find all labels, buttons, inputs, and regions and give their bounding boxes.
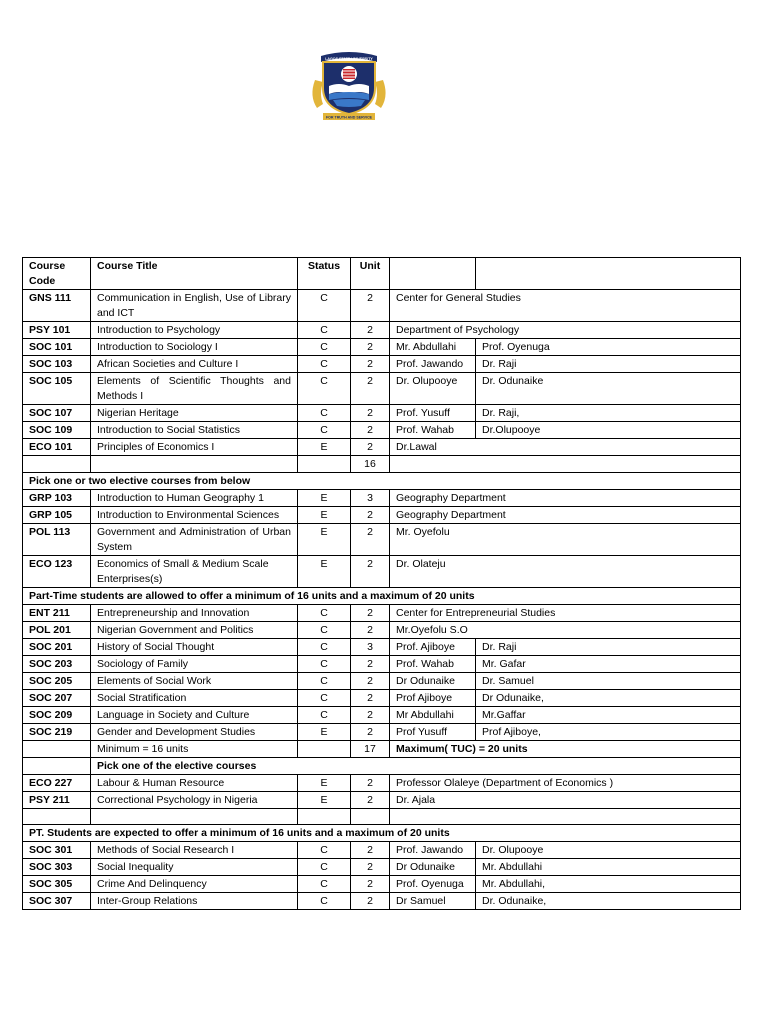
course-unit: 2 [351, 373, 390, 405]
course-code: SOC 109 [23, 422, 91, 439]
course-title: History of Social Thought [91, 639, 298, 656]
course-code: SOC 209 [23, 707, 91, 724]
lecturer-1: Prof. Jawando [390, 356, 476, 373]
course-title: Elements of Scientific Thoughts and Methods I [91, 373, 298, 405]
course-status: E [298, 490, 351, 507]
course-title: Language in Society and Culture [91, 707, 298, 724]
section-heading: Pick one of the elective courses [91, 758, 741, 775]
course-title: Government and Administration of Urban System [91, 524, 298, 556]
course-code: SOC 303 [23, 859, 91, 876]
table-row [23, 439, 741, 456]
total-units: 17 [351, 741, 390, 758]
university-crest-logo [303, 50, 395, 122]
course-status: C [298, 893, 351, 910]
table-row [23, 373, 741, 405]
course-unit: 2 [351, 524, 390, 556]
course-unit: 2 [351, 507, 390, 524]
table-row [23, 524, 741, 556]
lecturer-1: Dr Samuel [390, 893, 476, 910]
lecturer-2: Dr. Olupooye [476, 842, 741, 859]
course-code: SOC 105 [23, 373, 91, 405]
table-row [23, 859, 741, 876]
course-status: C [298, 842, 351, 859]
course-title: Social Stratification [91, 690, 298, 707]
course-unit: 2 [351, 707, 390, 724]
course-title: Gender and Development Studies [91, 724, 298, 741]
course-status: C [298, 290, 351, 322]
course-title: Introduction to Sociology I [91, 339, 298, 356]
course-code: GNS 111 [23, 290, 91, 322]
table-row [23, 690, 741, 707]
course-status: E [298, 507, 351, 524]
table-row [23, 290, 741, 322]
total-row [23, 456, 741, 473]
lecturer-2: Dr. Odunaike, [476, 893, 741, 910]
course-status: C [298, 876, 351, 893]
course-unit: 2 [351, 673, 390, 690]
table-row [23, 792, 741, 809]
lecturer-1: Mr. Abdullahi [390, 339, 476, 356]
course-unit: 2 [351, 859, 390, 876]
lecturer-1: Prof. Oyenuga [390, 876, 476, 893]
table-row [23, 556, 741, 588]
course-code: SOC 307 [23, 893, 91, 910]
course-unit: 2 [351, 690, 390, 707]
course-code: SOC 107 [23, 405, 91, 422]
course-title: Communication in English, Use of Library and ICT [91, 290, 298, 322]
course-title: Introduction to Human Geography 1 [91, 490, 298, 507]
course-title: Introduction to Psychology [91, 322, 298, 339]
header-blank-1 [390, 258, 476, 290]
course-unit: 2 [351, 842, 390, 859]
lecturer: Dr.Lawal [390, 439, 741, 456]
table-row [23, 724, 741, 741]
lecturer-2: Mr.Gaffar [476, 707, 741, 724]
header-course-title: Course Title [91, 258, 298, 290]
course-title: Nigerian Government and Politics [91, 622, 298, 639]
course-status: C [298, 373, 351, 405]
course-status: C [298, 690, 351, 707]
course-unit: 2 [351, 339, 390, 356]
table-row [23, 639, 741, 656]
lecturer-2: Dr. Raji [476, 639, 741, 656]
course-code: PSY 101 [23, 322, 91, 339]
course-status: C [298, 859, 351, 876]
course-title: Labour & Human Resource [91, 775, 298, 792]
course-title: Introduction to Environmental Sciences [91, 507, 298, 524]
lecturer-2: Dr. Raji, [476, 405, 741, 422]
lecturer-1: Prof. Ajiboye [390, 639, 476, 656]
section-heading-row [23, 825, 741, 842]
table-row [23, 876, 741, 893]
table-row [23, 422, 741, 439]
course-title: Methods of Social Research I [91, 842, 298, 859]
course-code: SOC 219 [23, 724, 91, 741]
lecturer: Dr. Olateju [390, 556, 741, 588]
course-code: POL 201 [23, 622, 91, 639]
lecturer: Center for Entrepreneurial Studies [390, 605, 741, 622]
header-unit: Unit [351, 258, 390, 290]
section-heading-row [23, 588, 741, 605]
course-code: ECO 227 [23, 775, 91, 792]
table-row [23, 656, 741, 673]
table-row [23, 322, 741, 339]
table-row [23, 356, 741, 373]
table-row [23, 622, 741, 639]
total-units: 16 [351, 456, 390, 473]
course-unit: 2 [351, 290, 390, 322]
course-status: C [298, 673, 351, 690]
section-heading-row [23, 473, 741, 490]
course-code: SOC 205 [23, 673, 91, 690]
header-status: Status [298, 258, 351, 290]
table-row [23, 842, 741, 859]
lecturer-2: Dr. Raji [476, 356, 741, 373]
course-unit: 2 [351, 724, 390, 741]
course-title: Sociology of Family [91, 656, 298, 673]
course-unit: 3 [351, 639, 390, 656]
course-code: SOC 207 [23, 690, 91, 707]
lecturer: Geography Department [390, 490, 741, 507]
course-code: GRP 103 [23, 490, 91, 507]
course-status: E [298, 439, 351, 456]
course-code: SOC 103 [23, 356, 91, 373]
section-heading: Part-Time students are allowed to offer a minimum of 16 units and a maximum of 20 units [23, 588, 741, 605]
course-unit: 2 [351, 792, 390, 809]
course-title: Principles of Economics I [91, 439, 298, 456]
lecturer-1: Mr Abdullahi [390, 707, 476, 724]
course-status: C [298, 605, 351, 622]
course-status: E [298, 792, 351, 809]
course-unit: 2 [351, 893, 390, 910]
course-title: Elements of Social Work [91, 673, 298, 690]
course-status: C [298, 422, 351, 439]
course-status: E [298, 556, 351, 588]
section-heading-row [23, 758, 741, 775]
lecturer: Center for General Studies [390, 290, 741, 322]
lecturer-2: Dr. Samuel [476, 673, 741, 690]
course-title: Introduction to Social Statistics [91, 422, 298, 439]
table-row [23, 405, 741, 422]
table-row [23, 339, 741, 356]
course-code: SOC 201 [23, 639, 91, 656]
course-code: SOC 203 [23, 656, 91, 673]
course-code: PSY 211 [23, 792, 91, 809]
logo-top-text: LAGOS STATE UNIVERSITY [325, 57, 373, 61]
course-status: C [298, 322, 351, 339]
course-unit: 2 [351, 422, 390, 439]
course-unit: 2 [351, 405, 390, 422]
course-status: C [298, 639, 351, 656]
table-row [23, 507, 741, 524]
logo-motto: FOR TRUTH AND SERVICE [325, 115, 373, 120]
course-title: Inter-Group Relations [91, 893, 298, 910]
course-title: Social Inequality [91, 859, 298, 876]
course-code: ECO 123 [23, 556, 91, 588]
lecturer: Department of Psychology [390, 322, 741, 339]
course-table [22, 257, 741, 910]
lecturer-2: Dr.Olupooye [476, 422, 741, 439]
course-unit: 2 [351, 356, 390, 373]
section-heading: PT. Students are expected to offer a minimum of 16 units and a maximum of 20 units [23, 825, 741, 842]
table-row [23, 893, 741, 910]
course-unit: 2 [351, 322, 390, 339]
course-title: Economics of Small & Medium Scale Enterprises(s) [91, 556, 298, 588]
lecturer-2: Mr. Abdullahi, [476, 876, 741, 893]
lecturer: Mr.Oyefolu S.O [390, 622, 741, 639]
lecturer: Mr. Oyefolu [390, 524, 741, 556]
course-unit: 2 [351, 556, 390, 588]
course-status: C [298, 656, 351, 673]
course-code: SOC 305 [23, 876, 91, 893]
lecturer-1: Prof. Wahab [390, 656, 476, 673]
course-status: E [298, 724, 351, 741]
table-row [23, 490, 741, 507]
lecturer-1: Dr Odunaike [390, 673, 476, 690]
lecturer: Dr. Ajala [390, 792, 741, 809]
lecturer: Professor Olaleye (Department of Economics ) [390, 775, 741, 792]
lecturer-1: Dr Odunaike [390, 859, 476, 876]
blank-row [23, 809, 741, 825]
lecturer: Geography Department [390, 507, 741, 524]
course-unit: 2 [351, 876, 390, 893]
course-code: POL 113 [23, 524, 91, 556]
course-status: E [298, 775, 351, 792]
course-title: African Societies and Culture I [91, 356, 298, 373]
section-heading: Pick one or two elective courses from below [23, 473, 741, 490]
lecturer-2: Prof Ajiboye, [476, 724, 741, 741]
minimum-units: Minimum = 16 units [91, 741, 298, 758]
course-title: Correctional Psychology in Nigeria [91, 792, 298, 809]
course-status: C [298, 622, 351, 639]
course-unit: 2 [351, 622, 390, 639]
table-row [23, 775, 741, 792]
header-course-code: Course Code [23, 258, 91, 290]
lecturer-2: Mr. Abdullahi [476, 859, 741, 876]
table-row [23, 707, 741, 724]
header-blank-2 [476, 258, 741, 290]
course-code: GRP 105 [23, 507, 91, 524]
lecturer-1: Prof Ajiboye [390, 690, 476, 707]
course-code: ENT 211 [23, 605, 91, 622]
lecturer-1: Prof. Jawando [390, 842, 476, 859]
lecturer-2: Dr Odunaike, [476, 690, 741, 707]
course-status: C [298, 405, 351, 422]
course-title: Crime And Delinquency [91, 876, 298, 893]
course-status: E [298, 524, 351, 556]
course-title: Entrepreneurship and Innovation [91, 605, 298, 622]
maximum-units: Maximum( TUC) = 20 units [390, 741, 741, 758]
minimum-units-row [23, 741, 741, 758]
lecturer-1: Dr. Olupooye [390, 373, 476, 405]
table-row [23, 605, 741, 622]
course-status: C [298, 707, 351, 724]
lecturer-1: Prof. Yusuff [390, 405, 476, 422]
course-code: SOC 301 [23, 842, 91, 859]
course-code: ECO 101 [23, 439, 91, 456]
course-unit: 3 [351, 490, 390, 507]
course-unit: 2 [351, 439, 390, 456]
lecturer-1: Prof. Wahab [390, 422, 476, 439]
course-unit: 2 [351, 775, 390, 792]
table-header-row [23, 258, 741, 290]
course-unit: 2 [351, 605, 390, 622]
course-status: C [298, 356, 351, 373]
course-unit: 2 [351, 656, 390, 673]
lecturer-2: Prof. Oyenuga [476, 339, 741, 356]
course-code: SOC 101 [23, 339, 91, 356]
lecturer-1: Prof Yusuff [390, 724, 476, 741]
table-row [23, 673, 741, 690]
course-status: C [298, 339, 351, 356]
lecturer-2: Mr. Gafar [476, 656, 741, 673]
lecturer-2: Dr. Odunaike [476, 373, 741, 405]
course-title: Nigerian Heritage [91, 405, 298, 422]
